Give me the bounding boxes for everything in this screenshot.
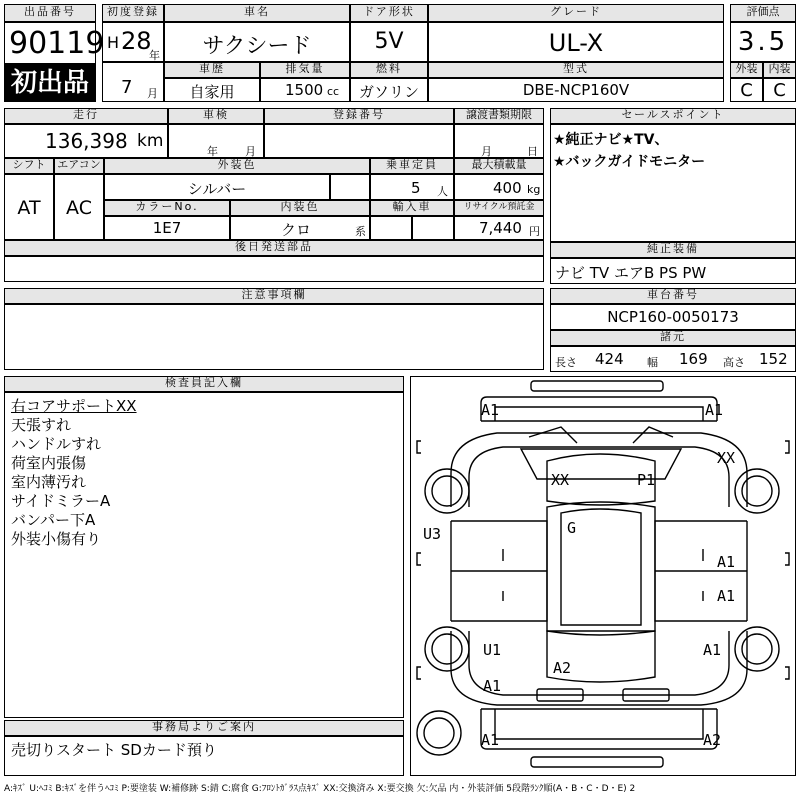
shift-header: シフト	[4, 158, 54, 174]
mileage-cell	[4, 124, 168, 158]
displacement-value: 1500	[285, 81, 324, 99]
exterior-color: シルバー	[187, 180, 247, 198]
transfer-docs-cell	[454, 124, 544, 158]
grade-value: UL-X	[548, 29, 604, 57]
inspector-note: ハンドルすれ	[11, 435, 102, 453]
max-load-header: 最大積載量	[454, 158, 544, 174]
inspector-note: 右コアサポートXX	[11, 397, 137, 415]
exterior-grade-header: 外装	[730, 62, 763, 78]
inspector-header: 検査員記入欄	[4, 376, 404, 392]
damage-mark: A1	[481, 401, 500, 419]
damage-mark: A1	[703, 641, 722, 659]
car-name-header: 車名	[164, 4, 350, 22]
mileage-header: 走行	[4, 108, 168, 124]
exterior-grade-cell	[730, 78, 763, 102]
model-code: DBE-NCP160V	[522, 81, 630, 99]
history-value: 自家用	[189, 83, 235, 101]
aircon-value: AC	[66, 197, 92, 219]
interior-color-suffix: 系	[355, 225, 366, 238]
door-type: 5V	[374, 29, 404, 54]
inspector-note: 室内薄汚れ	[11, 473, 87, 491]
legend: A:ｷｽﾞ U:ﾍｺﾐ B:ｷｽﾞを伴うﾍｺﾐ P:要塗装 W:補修跡 S:錆 C:腐食 G:ﾌﾛﾝﾄｶﾞﾗｽ点ｷｽﾞ XX:交換済み X:要交換 欠:欠品 内・外装評価 5段階ﾗﾝｸ順(A・B・C・D・E) 2	[4, 784, 636, 794]
car-outline	[411, 377, 795, 775]
damage-mark: A1	[481, 731, 500, 749]
inspector-note: 荷室内張傷	[11, 454, 87, 472]
inspection-month-unit: 月	[245, 145, 256, 158]
shift-value: AT	[17, 197, 41, 219]
damage-mark: A1	[705, 401, 724, 419]
office-header: 事務局よりご案内	[4, 720, 404, 736]
score-cell	[730, 22, 796, 62]
car-name-cell	[164, 22, 350, 62]
dimensions-header: 諸元	[550, 330, 796, 346]
damage-mark: P1	[637, 471, 656, 489]
equipment-cell	[550, 258, 796, 284]
damage-mark: A2	[553, 659, 572, 677]
lot-number-header: 出品番号	[4, 4, 96, 22]
registration-year: 28	[121, 27, 152, 55]
damage-mark: G	[567, 519, 577, 537]
damage-mark: A2	[703, 731, 722, 749]
damage-mark: U1	[483, 641, 502, 659]
displacement-cell	[260, 78, 350, 102]
aircon-cell	[54, 174, 104, 240]
lot-number: 90119	[9, 26, 105, 61]
equipment-header: 純正装備	[550, 242, 796, 258]
mileage-value: 136,398	[45, 129, 128, 153]
damage-mark: A1	[483, 677, 502, 695]
length-value: 424	[595, 350, 624, 368]
registration-year-cell	[102, 22, 164, 62]
history-header: 車歴	[164, 62, 260, 78]
shift-cell	[4, 174, 54, 240]
length-label: 長さ	[555, 356, 577, 369]
interior-color-header: 内装色	[230, 200, 370, 216]
damage-diagram	[410, 376, 796, 776]
inspector-note: 外装小傷有り	[11, 530, 102, 548]
registration-month: 7	[121, 77, 133, 98]
fuel-value: ガソリン	[358, 83, 419, 101]
first-listing-badge: 初出品	[4, 64, 96, 102]
transfer-docs-day-unit: 日	[527, 145, 538, 158]
height-label: 高さ	[723, 356, 745, 369]
capacity-unit: 人	[437, 185, 448, 198]
later-parts-cell	[4, 256, 544, 282]
inspection-cell	[168, 124, 264, 158]
chassis-cell	[550, 304, 796, 330]
fuel-header: 燃料	[350, 62, 428, 78]
damage-mark: A1	[717, 553, 736, 571]
door-type-header: ドア形状	[350, 4, 428, 22]
transfer-docs-header: 譲渡書類期限	[454, 108, 544, 124]
mileage-unit: km	[137, 131, 164, 151]
chassis-header: 車台番号	[550, 288, 796, 304]
interior-grade-header: 内装	[763, 62, 796, 78]
exterior-color-extra-cell	[330, 174, 370, 200]
history-cell	[164, 78, 260, 102]
chassis-number: NCP160-0050173	[607, 308, 739, 326]
door-type-cell	[350, 22, 428, 62]
recycle-header: リサイクル預託金	[454, 200, 544, 216]
fuel-cell	[350, 78, 428, 102]
car-name: サクシード	[202, 34, 312, 59]
score-value: 3.5	[737, 27, 789, 57]
reg-number-cell	[264, 124, 454, 158]
registration-month-cell	[102, 62, 164, 102]
recycle-unit: 円	[529, 225, 540, 238]
capacity-header: 乗車定員	[370, 158, 454, 174]
max-load-cell	[454, 174, 544, 200]
office-cell	[4, 736, 404, 776]
capacity-value: 5	[411, 179, 421, 197]
exterior-grade: C	[740, 80, 753, 101]
damage-mark: XX	[717, 449, 736, 467]
registration-era: H	[107, 33, 120, 52]
width-label: 幅	[647, 356, 658, 369]
recycle-cell	[454, 216, 544, 240]
office-message: 売切りスタート SDカード預り	[11, 741, 217, 759]
registration-month-unit: 月	[147, 87, 158, 100]
displacement-header: 排気量	[260, 62, 350, 78]
recycle-value: 7,440	[479, 219, 522, 237]
equipment-value: ナビ TV エアB PS PW	[555, 264, 707, 282]
lot-number-cell	[4, 22, 105, 64]
width-value: 169	[679, 350, 708, 368]
import-car-cell-2	[412, 216, 454, 240]
registration-header: 初度登録	[102, 4, 164, 22]
exterior-color-cell	[104, 174, 330, 200]
registration-year-unit: 年	[149, 49, 160, 62]
dimensions-cell	[550, 346, 796, 372]
caution-cell	[4, 304, 544, 370]
caution-header: 注意事項欄	[4, 288, 544, 304]
model-code-cell	[428, 78, 724, 102]
score-header: 評価点	[730, 4, 796, 22]
interior-grade-cell	[763, 78, 796, 102]
damage-mark: XX	[551, 471, 570, 489]
max-load-value: 400	[493, 179, 522, 197]
exterior-color-header: 外装色	[104, 158, 370, 174]
sales-points-cell	[550, 124, 796, 242]
color-no: 1E7	[152, 219, 182, 237]
aircon-header: エアコン	[54, 158, 104, 174]
damage-mark: A1	[717, 587, 736, 605]
inspector-note: 天張すれ	[11, 416, 72, 434]
color-no-header: カラーNo.	[104, 200, 230, 216]
import-car-cell-1	[370, 216, 412, 240]
inspection-year-unit: 年	[207, 145, 218, 158]
height-value: 152	[759, 350, 788, 368]
model-code-header: 型式	[428, 62, 724, 78]
displacement-unit: cc	[327, 85, 340, 98]
color-no-cell	[104, 216, 230, 240]
inspector-notes	[4, 392, 404, 718]
inspector-note: サイドミラーA	[11, 492, 111, 510]
inspector-note: バンパー下A	[11, 511, 96, 529]
damage-mark: U3	[423, 525, 442, 543]
interior-grade: C	[773, 80, 786, 101]
grade-cell	[428, 22, 724, 62]
later-parts-header: 後日発送部品	[4, 240, 544, 256]
capacity-cell	[370, 174, 454, 200]
transfer-docs-month-unit: 月	[481, 145, 492, 158]
sales-point-line-1: ★純正ナビ★TV、	[553, 132, 669, 148]
inspection-header: 車検	[168, 108, 264, 124]
sales-points-header: セールスポイント	[550, 108, 796, 124]
sales-point-line-2: ★バックガイドモニター	[553, 154, 706, 170]
reg-number-header: 登録番号	[264, 108, 454, 124]
import-car-header: 輸入車	[370, 200, 454, 216]
grade-header: グレード	[428, 4, 724, 22]
interior-color: クロ	[281, 221, 312, 239]
max-load-unit: kg	[527, 183, 541, 196]
interior-color-cell	[230, 216, 370, 240]
